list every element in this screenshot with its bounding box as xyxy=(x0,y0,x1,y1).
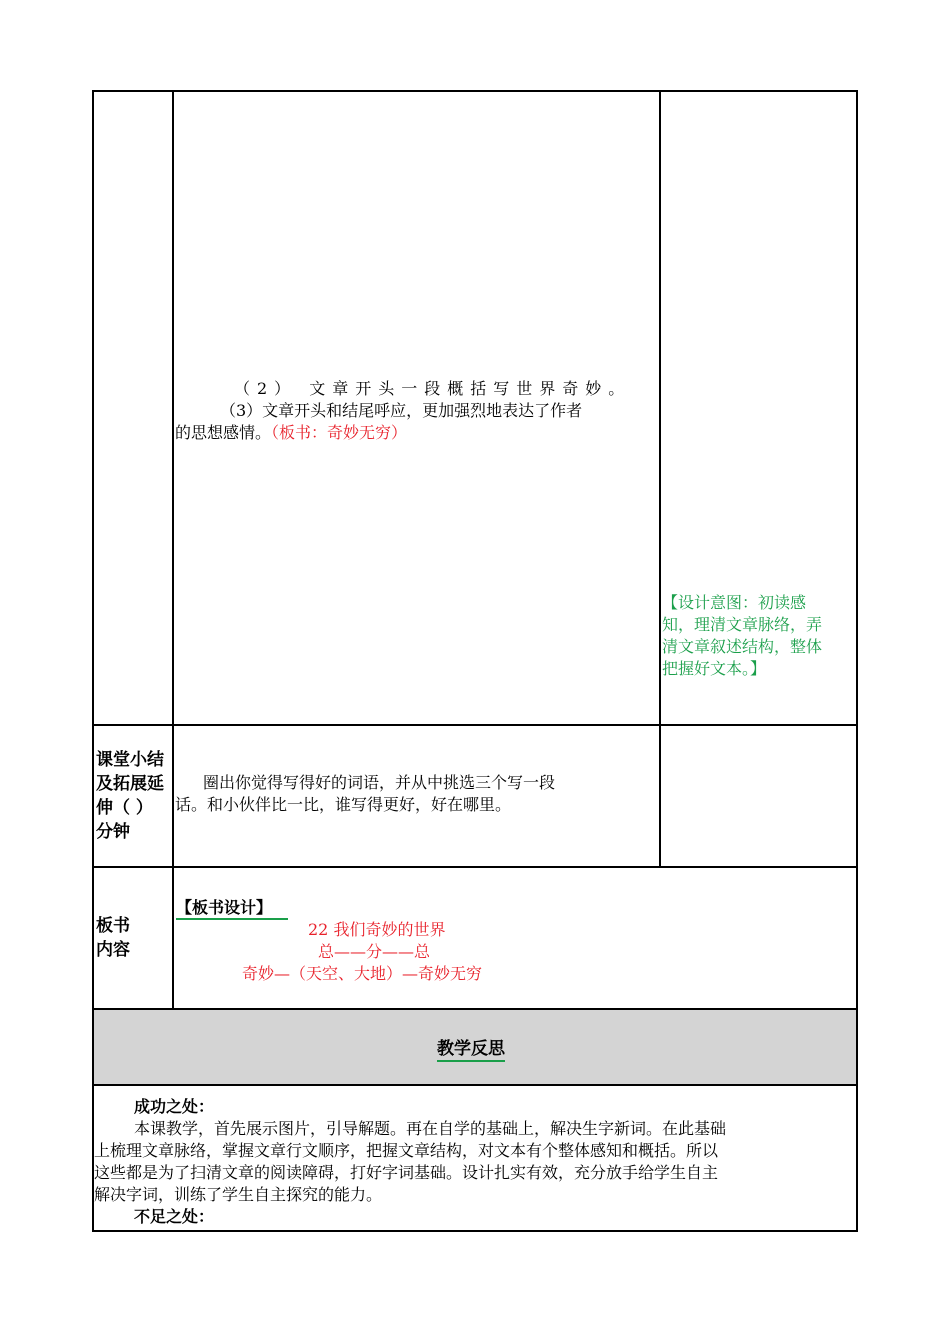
board-label xyxy=(96,914,172,962)
summary-label-line: 及拓展延 xyxy=(96,774,164,794)
summary-label-line: 伸（ ） xyxy=(96,798,153,818)
design-intent-line: 把握好文本。】 xyxy=(662,659,767,678)
summary-row xyxy=(92,724,858,868)
reflection-header-row xyxy=(92,1008,858,1086)
board-heading: 【板书设计】 xyxy=(176,898,288,920)
point-3-continuation xyxy=(175,422,655,444)
board-line-structure: 总——分——总 xyxy=(318,942,431,961)
summary-text-line: 圈出你觉得写得好的词语，并从中挑选三个写一段 xyxy=(203,773,556,792)
design-intent-line: 清文章叙述结构，整体 xyxy=(662,637,823,656)
column-divider xyxy=(172,726,174,866)
design-intent-note xyxy=(662,592,858,680)
point-2-line: （2） 文章开头一段概括写世界奇妙。 xyxy=(234,379,632,398)
board-label-line: 内容 xyxy=(96,940,130,960)
feelings-text: 的思想感情。 xyxy=(175,423,272,442)
board-label-line: 板书 xyxy=(96,916,130,936)
reflection-body-row xyxy=(92,1084,858,1232)
reflection-title: 教学反思 xyxy=(437,1038,505,1062)
shortcoming-label: 不足之处： xyxy=(134,1207,215,1226)
main-content-row xyxy=(92,90,858,726)
success-line: 这些都是为了扫清文章的阅读障碍，打好字词基础。设计扎实有效，充分放手给学生自主 xyxy=(94,1163,719,1182)
column-divider xyxy=(172,868,174,1008)
column-divider xyxy=(659,726,661,866)
design-intent-line: 【设计意图：初读感 xyxy=(662,593,807,612)
board-line-title: 22 我们奇妙的世界 xyxy=(308,920,446,939)
summary-label-line: 分钟 xyxy=(96,822,130,842)
point-3-line: （3）文章开头和结尾呼应，更加强烈地表达了作者 xyxy=(220,401,583,420)
summary-text-line: 话。和小伙伴比一比，谁写得更好，好在哪里。 xyxy=(175,795,512,814)
summary-label-line: 课堂小结 xyxy=(96,750,164,770)
success-line: 解决字词，训练了学生自主探究的能力。 xyxy=(94,1185,383,1204)
column-divider xyxy=(172,92,174,724)
success-line: 上梳理文章脉络，掌握文章行文顺序，把握文章结构，对文本有个整体感知和概括。所以 xyxy=(94,1141,719,1160)
success-label: 成功之处： xyxy=(134,1097,215,1116)
success-line: 本课教学，首先展示图片，引导解题。再在自学的基础上，解决生字新词。在此基础 xyxy=(134,1119,727,1138)
success-text xyxy=(94,1118,858,1206)
board-row xyxy=(92,866,858,1010)
design-intent-line: 知，理清文章脉络，弄 xyxy=(662,615,823,634)
summary-label xyxy=(96,748,172,844)
summary-text xyxy=(175,772,659,816)
board-line-summary: 奇妙—（天空、大地）—奇妙无穷 xyxy=(242,964,483,983)
board-note: （板书：奇妙无穷） xyxy=(271,423,408,442)
